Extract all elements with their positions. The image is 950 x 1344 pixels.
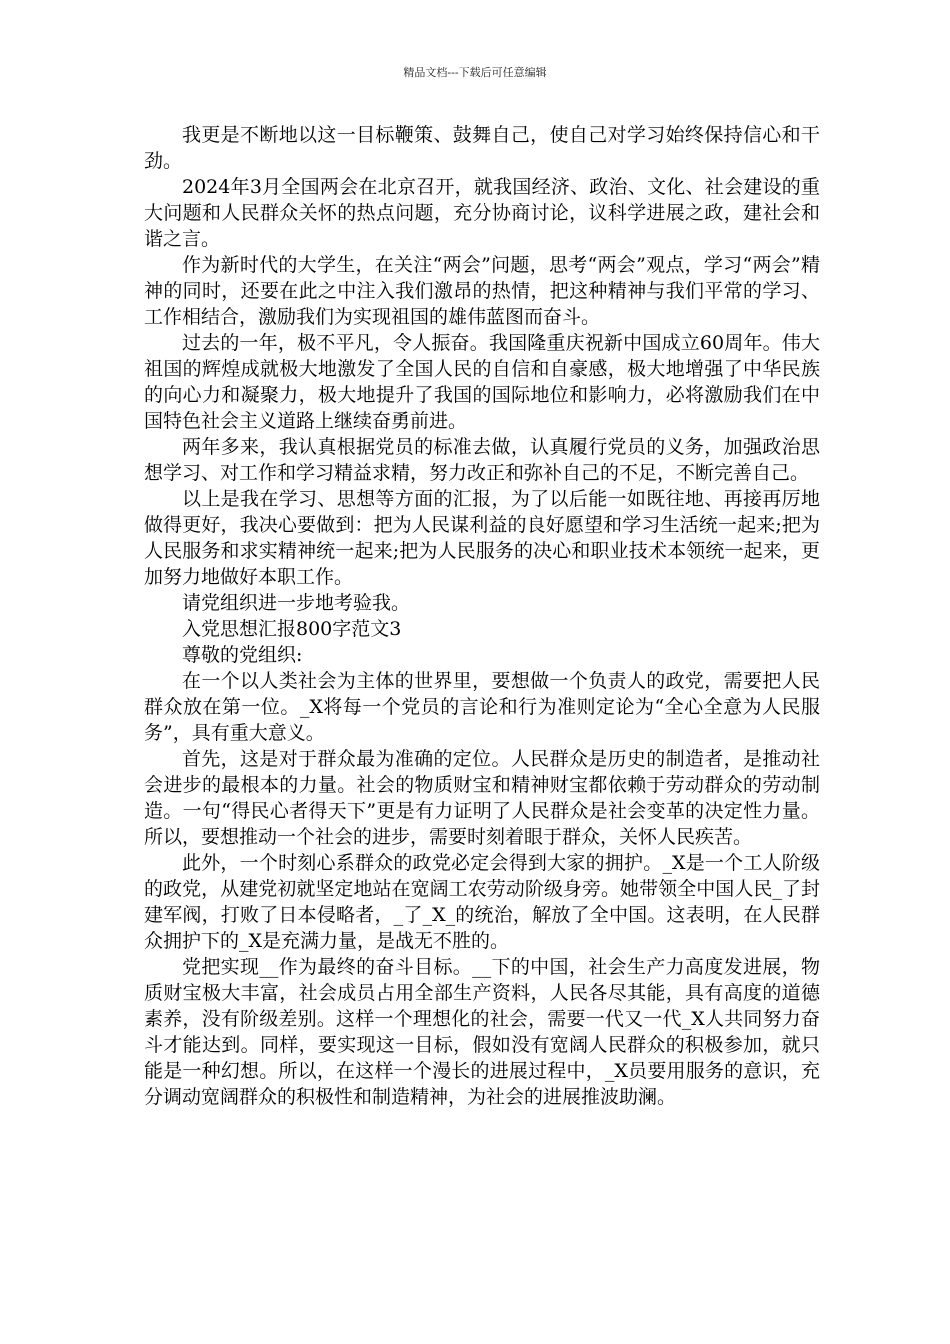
paragraph: 2024年3月全国两会在北京召开，就我国经济、政治、文化、社会建设的重大问题和人民群众关怀的热点问题，充分协商讨论，议科学进展之政，建社会和谐之言。 xyxy=(144,176,820,250)
paragraph: 过去的一年，极不平凡，令人振奋。我国隆重庆祝新中国成立60周年。伟大祖国的辉煌成就极大地激发了全国人民的自信和自豪感，极大地增强了中华民族的向心力和凝聚力，极大地提升了我国的国际地位和影响力，必将激励我们在中国特色社会主义道路上继续奋勇前进。 xyxy=(144,332,820,432)
paragraph: 党把实现__作为最终的奋斗目标。__下的中国，社会生产力高度发进展，物质财宝极大丰富，社会成员占用全部生产资料，人民各尽其能，具有高度的道德素养，没有阶级差别。这样一个理想化的社会，需要一代又一代_X人共同努力奋斗才能达到。同样，要实现这一目标，假如没有宽阔人民群众的积极参加，就只能是一种幻想。所以，在这样一个漫长的进展过程中，_X员要用服务的意识，充分调动宽阔群众的积极性和制造精神，为社会的进展推波助澜。 xyxy=(144,956,820,1108)
paragraph: 首先，这是对于群众最为准确的定位。人民群众是历史的制造者，是推动社会进步的最根本的力量。社会的物质财宝和精神财宝都依赖于劳动群众的劳动制造。一句“得民心者得天下”更是有力证明了人民群众是社会变革的决定性力量。所以，要想推动一个社会的进步，需要时刻着眼于群众，关怀人民疾苦。 xyxy=(144,748,820,848)
paragraph: 作为新时代的大学生，在关注“两会”问题，思考“两会”观点，学习“两会”精神的同时，还要在此之中注入我们激昂的热情，把这种精神与我们平常的学习、工作相结合，激励我们为实现祖国的雄伟蓝图而奋斗。 xyxy=(144,254,820,328)
page-header: 精品文档---下载后可任意编辑 xyxy=(403,66,547,79)
document-body xyxy=(144,122,820,1110)
paragraph: 请党组织进一步地考验我。 xyxy=(182,592,411,614)
section-title: 入党思想汇报800字范文3 xyxy=(182,618,402,640)
paragraph: 我更是不断地以这一目标鞭策、鼓舞自己，使自己对学习始终保持信心和干劲。 xyxy=(144,124,820,172)
paragraph: 在一个以人类社会为主体的世界里，要想做一个负责人的政党，需要把人民群众放在第一位。_X将每一个党员的言论和行为准则定论为“全心全意为人民服务”，具有重大意义。 xyxy=(144,670,820,744)
paragraph: 此外，一个时刻心系群众的政党必定会得到大家的拥护。_X是一个工人阶级的政党，从建党初就坚定地站在宽阔工农劳动阶级身旁。她带领全中国人民_了封建军阀，打败了日本侵略者，_了_X_的统治，解放了全中国。这表明，在人民群众拥护下的_X是充满力量，是战无不胜的。 xyxy=(144,852,820,952)
salutation: 尊敬的党组织: xyxy=(182,644,303,666)
paragraph: 两年多来，我认真根据党员的标准去做，认真履行党员的义务，加强政治思想学习、对工作和学习精益求精，努力改正和弥补自己的不足，不断完善自己。 xyxy=(144,436,820,484)
paragraph: 以上是我在学习、思想等方面的汇报，为了以后能一如既往地、再接再厉地做得更好，我决心要做到：把为人民谋利益的良好愿望和学习生活统一起来;把为人民服务和求实精神统一起来;把为人民服务的决心和职业技术本领统一起来，更加努力地做好本职工作。 xyxy=(144,488,820,588)
